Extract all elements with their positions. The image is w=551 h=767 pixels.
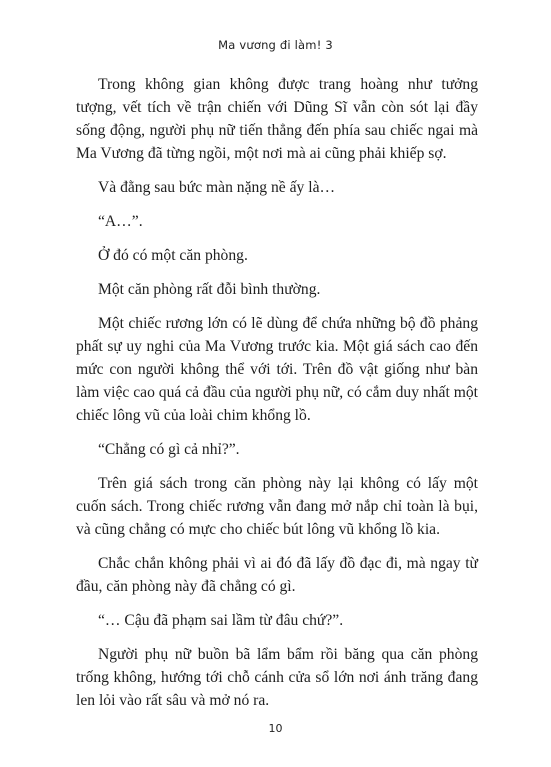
- paragraph: “… Cậu đã phạm sai lầm từ đâu chứ?”.: [98, 612, 344, 629]
- paragraph: Một chiếc rương lớn có lẽ dùng để chứa những bộ đồ phảng phất sự uy nghi của Ma Vương trước kia. Một giá sách cao đến mức con người không thể với tới. Trên đồ vật giống như bàn làm việc cao quá cả đầu của người phụ nữ, có cắm duy nhất một chiếc lông vũ của loài chim khổng lồ.: [76, 315, 478, 424]
- paragraph: Và đằng sau bức màn nặng nề ấy là…: [98, 179, 336, 196]
- paragraph: Một căn phòng rất đỗi bình thường.: [98, 281, 321, 298]
- page-number: 10: [268, 722, 283, 735]
- paragraph: Trên giá sách trong căn phòng này lại không có lấy một cuốn sách. Trong chiếc rương vẫn đang mở nắp chỉ toàn là bụi, và cũng chẳng có mực cho chiếc bút lông vũ khổng lồ kia.: [76, 475, 478, 538]
- paragraph: “A…”.: [98, 213, 143, 230]
- body-text: [76, 73, 478, 723]
- paragraph: Người phụ nữ buồn bã lẩm bẩm rồi băng qua căn phòng trống không, hướng tới chỗ cánh cửa sổ lớn nơi ánh trăng đang len lỏi vào rất sâu và mở nó ra.: [76, 646, 478, 709]
- paragraph: “Chẳng có gì cả nhỉ?”.: [98, 441, 240, 458]
- paragraph: Ở đó có một căn phòng.: [98, 247, 248, 264]
- paragraph: Chắc chắn không phải vì ai đó đã lấy đồ đạc đi, mà ngay từ đầu, căn phòng này đã chẳng có gì.: [76, 555, 478, 595]
- paragraph: Trong không gian không được trang hoàng như tưởng tượng, vết tích về trận chiến với Dũng Sĩ vẫn còn sót lại đầy sống động, người phụ nữ tiến thẳng đến phía sau chiếc ngai mà Ma Vương đã từng ngồi, một nơi mà ai cũng phải khiếp sợ.: [76, 76, 478, 162]
- running-header: Ma vương đi làm! 3: [218, 38, 333, 52]
